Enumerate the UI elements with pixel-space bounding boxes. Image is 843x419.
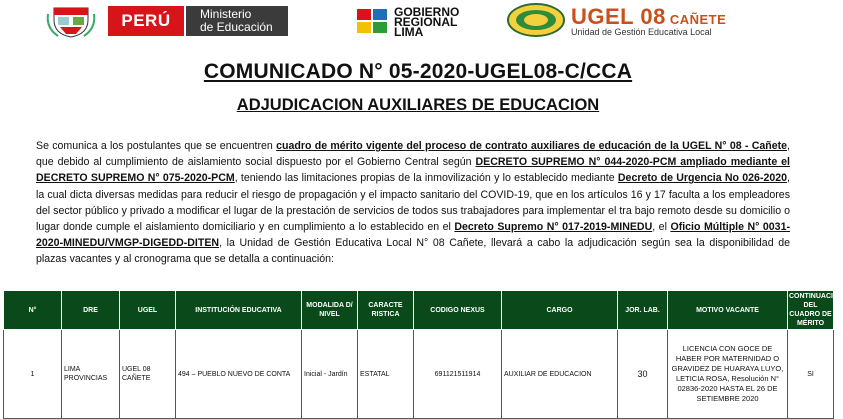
ministerio-line2: de Educación xyxy=(200,20,273,34)
cell-modalidad: Inicial - Jardín xyxy=(302,330,358,419)
ugel-name: UGEL 08 xyxy=(571,4,666,29)
header xyxy=(0,0,836,46)
vacancy-table xyxy=(3,290,843,419)
body-decreto-supremo-017: Decreto Supremo N° 017-2019-MINEDU xyxy=(454,221,653,234)
gobierno-regional-text xyxy=(394,7,459,37)
body-text-11: , la Unidad de Gestión Educativa Local N° 08 Cañete, llevará a cabo la adjudicación según sea la disponibilidad de plazas vacantes y al cronograma que se detalla a continuación: xyxy=(36,237,790,266)
ugel-city: CAÑETE xyxy=(669,12,727,27)
cell-motivo: LICENCIA CON GOCE DE HABER POR MATERNIDAD O GRAVIDEZ DE HUARAYA LUYO, LETICIA ROSA, Resolución N° 02836-2020 HASTA EL 26 DE SETIEMBRE 2020 xyxy=(668,330,788,419)
col-header-ugel: UGEL xyxy=(120,291,176,330)
body-decreto-urgencia: Decreto de Urgencia No 026-2020 xyxy=(617,172,788,185)
gore-line3: LIMA xyxy=(394,25,424,39)
cell-dre: LIMA PROVINCIAS xyxy=(62,330,120,419)
body-text-5: , teniendo las limitaciones propias de la inmovilización y lo establecido mediante xyxy=(234,172,618,185)
cell-codigo: 691121511914 xyxy=(414,330,502,419)
col-header-motivo: MOTIVO VACANTE xyxy=(668,291,788,330)
ugel-subtitle: Unidad de Gestión Educativa Local xyxy=(571,27,712,37)
page-title: COMUNICADO N° 05-2020-UGEL08-C/CCA xyxy=(203,60,633,83)
peru-coat-of-arms-icon xyxy=(46,4,96,38)
cell-caracteristica: ESTATAL xyxy=(358,330,414,419)
col-header-caracteristica: CARACTE RISTICA xyxy=(358,291,414,330)
col-header-jornada: JOR. LAB. xyxy=(618,291,668,330)
body-decreto-supremo-044: DECRETO SUPREMO N° 044-2020-PCM ampliado mediante el DECRETO SUPREMO N° 075-2020-PCM xyxy=(36,156,791,185)
ministerio-brand-box xyxy=(186,6,288,36)
table-header-row xyxy=(4,291,834,330)
ministerio-line1: Ministerio xyxy=(200,7,252,21)
ugel-seal-icon xyxy=(506,2,566,38)
announcement-body xyxy=(36,138,790,268)
gobierno-regional-logo-icon xyxy=(356,7,390,35)
body-oficio-multiple: Oficio Múltiple N° 0031-2020-MINEDU/VMGP-DIGEDD-DITEN xyxy=(36,221,790,250)
cell-institucion: 494 – PUEBLO NUEVO DE CONTA xyxy=(176,330,302,419)
cell-jornada: 30 xyxy=(618,330,668,419)
col-header-dre: DRE xyxy=(62,291,120,330)
col-header-cargo: CARGO xyxy=(502,291,618,330)
col-header-institucion: INSTITUCIÓN EDUCATIVA xyxy=(176,291,302,330)
cell-ugel: UGEL 08 CAÑETE xyxy=(120,330,176,419)
peru-label: PERÚ xyxy=(121,11,171,30)
body-text-1: Se comunica a los postulantes que se encuentren xyxy=(36,140,277,152)
body-text-7: , la cual dicta diversas medidas para reducir el riesgo de propagación y el impacto sanitario del COVID-19, que en los artículos 16 y 17 faculta a los empleadores del sector público y privado a modificar el lugar de la prestación de servicios de todos sus trabajadores para implementar el tra bajo remoto desde su domicilio o lugar donde cumple el aislamiento domiciliario y en cumplimiento a lo establecido en el xyxy=(36,172,790,234)
col-header-modalidad: MODALIDA D/ NIVEL xyxy=(302,291,358,330)
gore-line1: GOBIERNO xyxy=(394,5,460,19)
peru-brand-box xyxy=(108,6,184,36)
table-row xyxy=(4,330,834,419)
col-header-codigo: CODIGO NEXUS xyxy=(414,291,502,330)
cell-cargo: AUXILIAR DE EDUCACION xyxy=(502,330,618,419)
body-text-9: , el xyxy=(652,221,671,234)
cell-continuacion: SI xyxy=(788,330,834,419)
cell-n: 1 xyxy=(4,330,62,419)
col-header-continuacion: CONTINUACION DEL CUADRO DE MÉRITO xyxy=(788,291,834,330)
body-text-3: , que debido al cumplimiento de aislamiento social dispuesto por el Gobierno Central según xyxy=(36,140,790,169)
body-merit-list: cuadro de mérito vigente del proceso de contrato auxiliares de educación de la UGEL N° 08 - Cañete xyxy=(276,140,788,152)
page-subtitle: ADJUDICACION AUXILIARES DE EDUCACION xyxy=(236,96,600,114)
gore-line2: REGIONAL xyxy=(394,15,458,29)
col-header-n: N° xyxy=(4,291,62,330)
